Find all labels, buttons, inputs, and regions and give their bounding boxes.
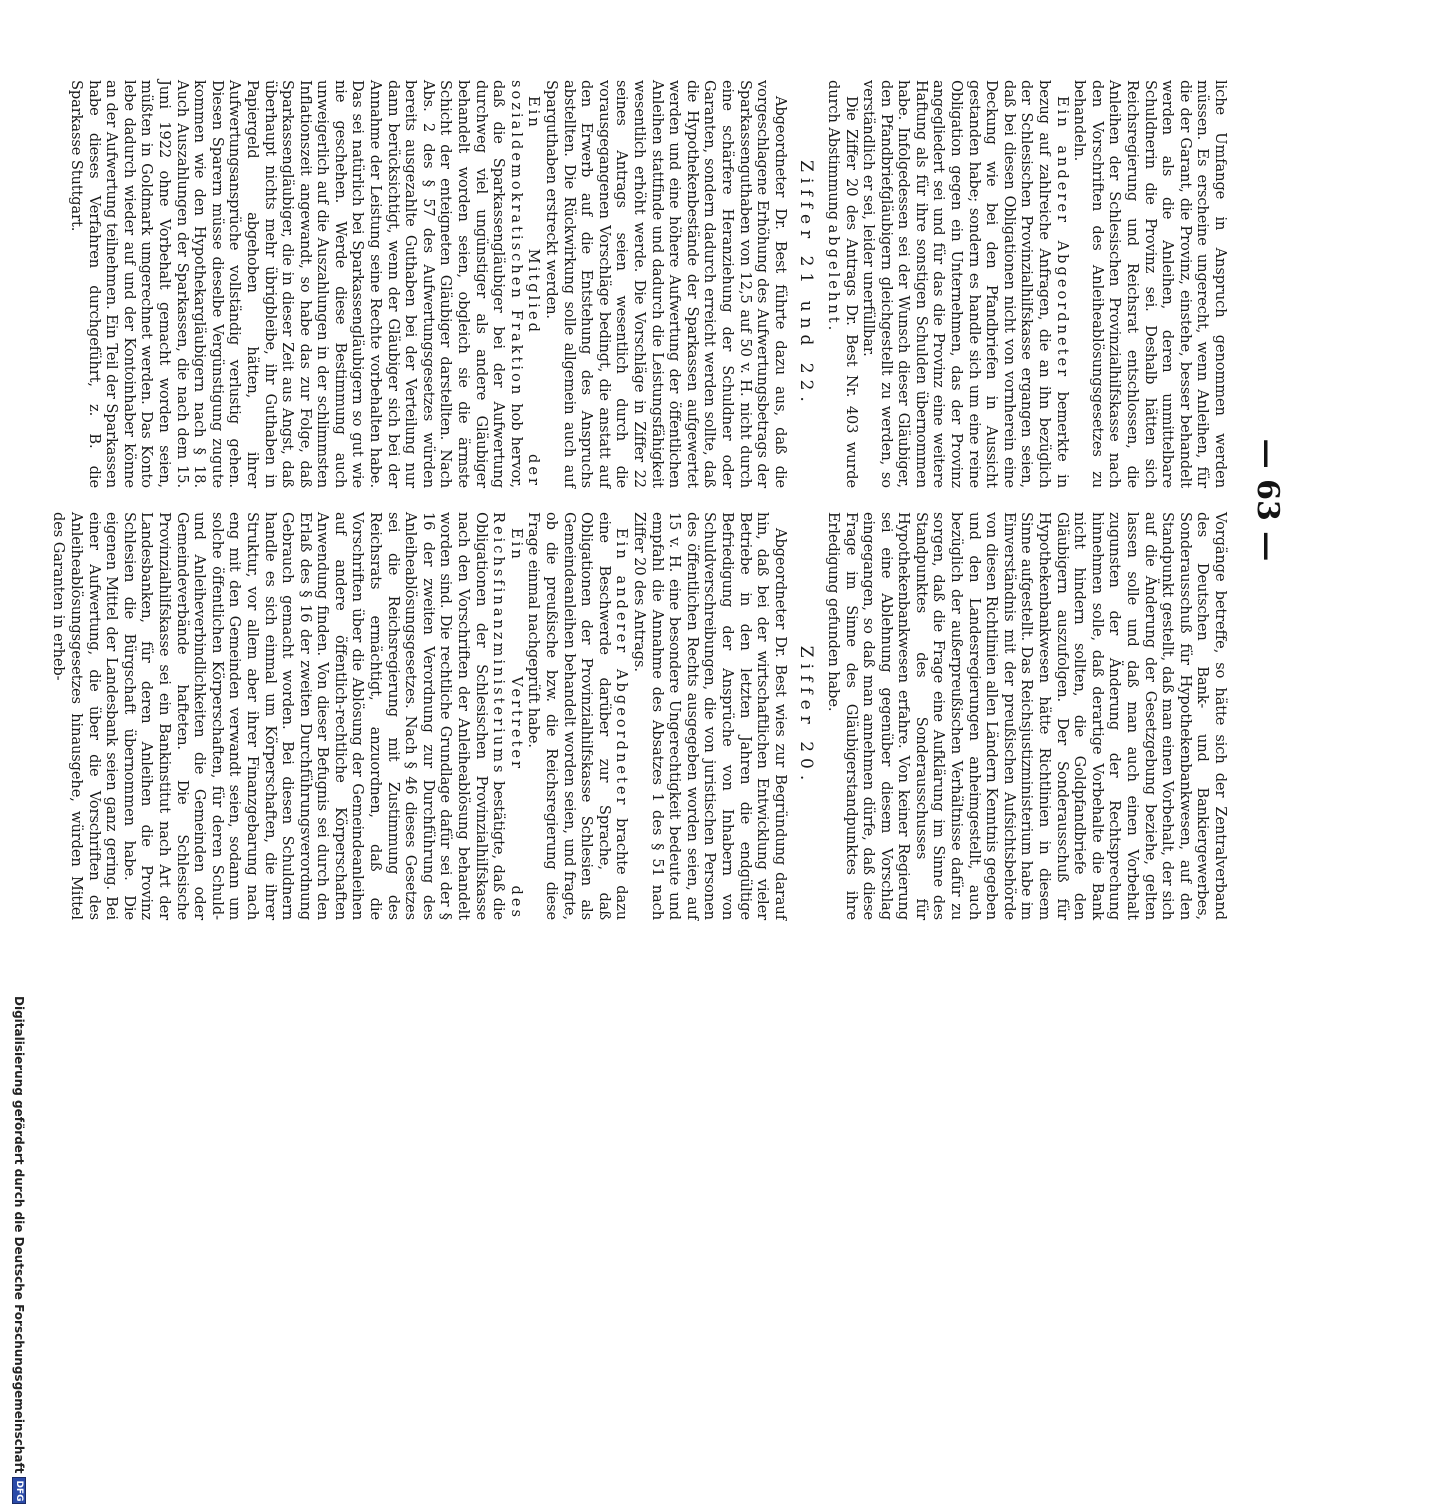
paragraph: Ein Vertreter des Reichsfinanzministeriums bestätigte, daß die Obligationen der Schlesischen Provinzialhilfskasse nach den Vorschriften der Anleiheablösung behandelt worden sind. Die rechtliche Grundlage dafür sei der § 16 der zweiten Verordnung zur Durchführung des Anleiheablösungsgesetzes. Nach § 46 dieses Gesetzes sei die Reichsregierung mit Zustimmung des Reichsrats ermächtigt, anzuordnen, daß die Vorschriften über die Ablösung der Gemeindeanleihen auf andere öffentlich-rechtliche Körperschaften Anwendung finden. Von dieser Befugnis sei durch den Erlaß des § 16 der zweiten Durchführungsverordnung Gebrauch gemacht worden. Bei diesen Schuldnern handle es sich einmal um Körperschaften, die ihrer Struktur, vor allem aber ihrer Finanzgebarung nach eng mit den Gemeinden verwandt seien, sodann um solche öffentlichen Körperschaften, für deren Schuld- und Anleiheverbindlichkeiten die Gemeinden oder Gemeindeverbände hafteten. Die Schlesische Provinzialhilfskasse sei ein Bankinstitut nach Art der Landesbanken, für deren Anleihen die Provinz Schlesien die Bürgschaft übernommen habe. Die eigenen Mittel der Landesbank seien ganz gering. Bei einer Aufwertung, die über die Vorschriften des Anleiheablösungsgesetzes hinausgehe, würden Mittel des Garanten in erheb- xyxy=(50,512,525,920)
speaker-label: Ein Vertreter des Reichsfinanzministeriums xyxy=(490,512,525,920)
paragraph: Abgeordneter Dr. Best wies zur Begründung darauf hin, daß bei der wirtschaftlichen Entwicklung vieler Betriebe in den letzten Jahren die endgültige Befriedigung der Ansprüche von Inhabern von Schuldverschreibungen, die von juristischen Personen des öffentlichen Rechts ausgegeben worden seien, auf 15 v. H. eine besondere Ungerechtigkeit bedeute und empfahl die Annahme des Absatzes 1 des § 51 nach Ziffer 20 des Antrags. xyxy=(631,512,789,920)
page-number: — 63 — xyxy=(1250,438,1285,562)
section-heading: Ziffer 20. xyxy=(796,645,817,787)
paragraph: Ein anderer Abgeordneter bemerkte in bezug auf zahlreiche Anfragen, die an ihn bezüglich der Schlesischen Provinzialhilfskasse ergangen seien, daß bei diesen Obligationen nicht von vornherein eine Deckung wie bei den Pfandbriefen in Aussicht gestanden habe; sondern es handle sich um eine reine Obligation gegen ein Unternehmen, das der Provinz angegliedert sei und für das die Provinz eine weitere Haftung als für ihre sonstigen Schulden übernommen habe. Infolgedessen sei der Wunsch dieser Gläubiger, den Pfandbriefgläubigern gleichgestellt zu werden, so verständlich er sei, leider unerfüllbar. xyxy=(860,80,1071,488)
speaker-label: Ein anderer Abgeordneter xyxy=(613,528,631,808)
dfg-logo: DFG xyxy=(12,1477,26,1504)
speaker-label: Ein anderer Abgeordneter xyxy=(1053,96,1071,380)
paragraph: Abgeordneter Dr. Best führte dazu aus, daß die vorgeschlagene Erhöhung des Aufwertungsbetrags der Sparkassenguthaben von 12,5 auf 50 v. H. nicht durch eine schärfere Heranziehung der Schuldner oder Garanten, sondern dadurch erreicht werden sollte, daß die Hypothekenbestände der Sparkassen aufgewertet werden und eine höhere Aufwertung der öffentlichen Anleihen stattfinde und dadurch die Leistungsfähigkeit wesentlich erhöht werde. Die Vorschläge in Ziffer 22 seines Antrags seien wesentlich durch die vorausgegangenen Vorschläge bedingt, die anstatt auf den Erwerb auf die Entstehung des Anspruchs abstellten. Die Rückwirkung solle allgemein auch auf Sparguthaben erstreckt werden. xyxy=(543,80,789,488)
text-column-right xyxy=(50,512,1229,920)
section-heading: Ziffer 21 und 22. xyxy=(796,160,817,408)
rotated-document-page xyxy=(50,70,1307,930)
paragraph: Ein Mitglied der sozialdemokratischen Fraktion hob hervor, daß die Sparkassengläubiger bei der Aufwertung durchweg viel ungünstiger als andere Gläubiger behandelt worden seien, obgleich sie die ärmste Schicht der enteigneten Gläubiger darstellten. Nach Abs. 2 des § 57 des Aufwertungsgesetzes würden bereits ausgezahlte Guthaben bei der Verteilung nur dann berücksichtigt, wenn der Gläubiger sich bei der Annahme der Leistung seine Rechte vorbehalten habe. Das sei natürlich bei Sparkassengläubigern so gut wie nie geschehen. Werde diese Bestimmung auch unweigerlich auf die Auszahlungen in der schlimmsten Inflationszeit angewandt, so habe das zur Folge, daß Sparkassengläubiger, die in dieser Zeit aus Angst, daß überhaupt nichts mehr übrigbleibe, ihr Guthaben in Papiergeld abgehoben hätten, ihrer Aufwertungsansprüche vollständig verlustig gehen. Diesen Sparern müsse dieselbe Vergünstigung zugute kommen wie den Hypothekargläubigern nach § 18. Auch Auszahlungen der Sparkassen, die nach dem 15. Juni 1922 ohne Vorbehalt gemacht worden seien, müßten in Goldmark umgerechnet werden. Das Konto lebe dadurch wieder auf und der Kontoinhaber könne an der Aufwertung teilnehmen. Ein Teil der Sparkassen habe dieses Verfahren durchgeführt, z. B. die Sparkasse Stuttgart. xyxy=(68,80,543,488)
text-column-left xyxy=(67,80,1229,488)
vote-result: abgelehnt. xyxy=(824,224,842,334)
speaker-label: Ein Mitglied der sozialdemokratischen Fraktion xyxy=(507,80,543,488)
paragraph: Ein anderer Abgeordneter brachte dazu eine Beschwerde darüber zur Sprache, daß Obligationen der Provinzialhilfskasse Schlesien als Gemeindeanleihen behandelt worden seien, und fragte, ob die preußische bzw. die Reichsregierung diese Frage einmal nachgeprüft habe. xyxy=(525,512,631,920)
paragraph: Die Ziffer 20 des Antrags Dr. Best Nr. 403 wurde durch Abstimmung abgelehnt. xyxy=(824,80,860,488)
paragraph: liche Umfange in Anspruch genommen werden müssen. Es erscheine ungerecht, wenn Anleihen, für die der Garant, die Provinz, einstehe, besser behandelt werden als die Anleihen, deren unmittelbare Schuldnerin die Provinz sei. Deshalb hätten sich Reichsregierung und Reichsrat entschlossen, die Anleihen der Schlesischen Provinzialhilfskasse nach den Vorschriften des Anleiheablösungsgesetzes zu behandeln. xyxy=(1071,80,1229,488)
credit-text: Digitalisierung gefördert durch die Deutsche Forschungsgemeinschaft xyxy=(12,996,26,1474)
paragraph: Vorgänge betreffe, so hätte sich der Zentralverband des Deutschen Bank- und Bankiergewerbes, Sonderausschuß für Hypothekenbankwesen, auf den Standpunkt gestellt, daß man einen Vorbehalt, der sich auf die Änderung der Gesetzgebung beziehe, gelten lassen solle und daß man auch einen Vorbehalt zugunsten der Änderung der Rechtsprechung hinnehmen solle, daß derartige Vorbehalte die Bank nicht hindern sollten, die Goldpfandbriefe den Gläubigern auszufolgen. Der Sonderausschuß für Hypothekenbankwesen hätte Richtlinien in diesem Sinne aufgestellt. Das Reichsjustizministerium habe im Einverständnis mit der preußischen Aufsichtsbehörde von diesen Richtlinien allen Ländern Kenntnis gegeben und den Landesregierungen anheimgestellt, auch bezüglich der außerpreußischen Verhältnisse dafür zu sorgen, daß die Frage eine Aufklärung im Sinne des Standpunktes des Sonderausschusses für Hypothekenbankwesen erfahre. Von keiner Regierung sei eine Ablehnung gegenüber diesem Vorschlag eingegangen, so daß man annehmen dürfe, daß diese Frage im Sinne des Gläubigerstandpunktes ihre Erledigung gefunden habe. xyxy=(824,512,1229,920)
digitization-credit xyxy=(2,576,26,1502)
